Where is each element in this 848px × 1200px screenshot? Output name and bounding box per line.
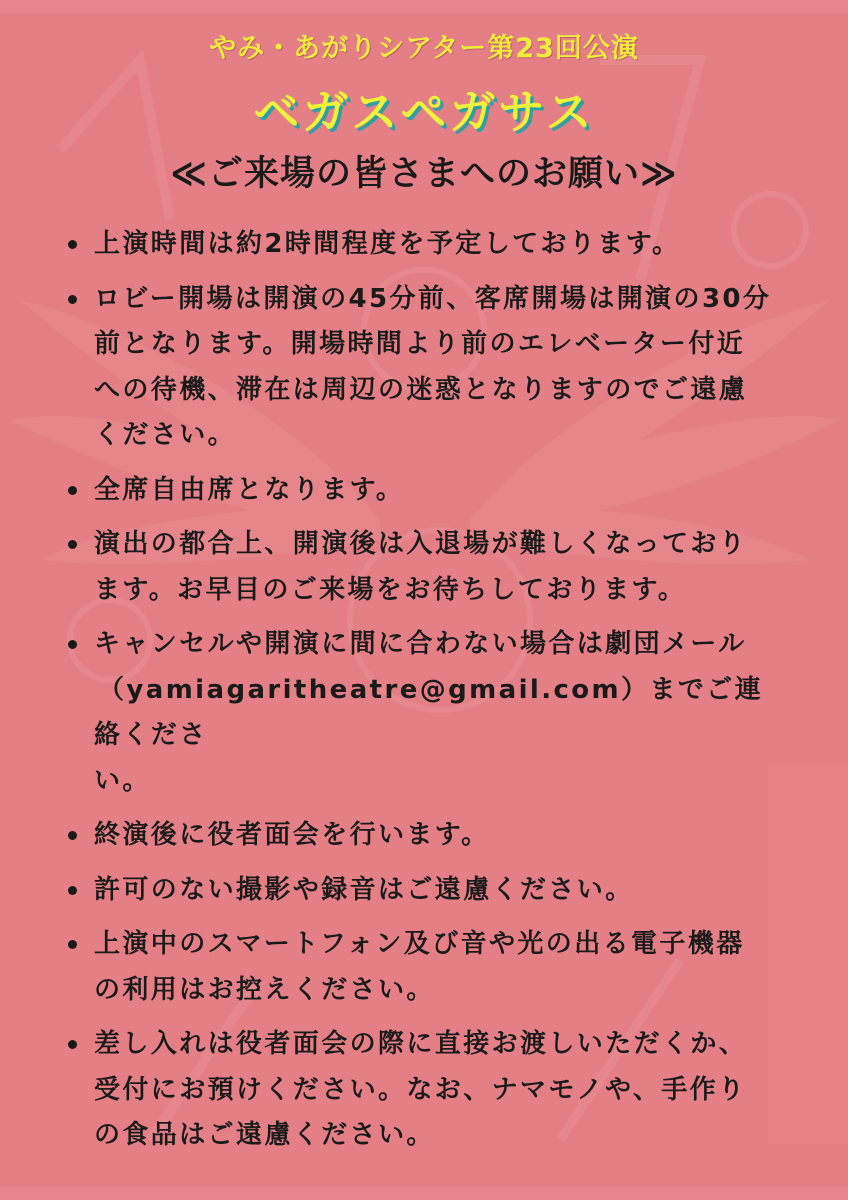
notice-line: 差し入れは役者面会の際に直接お渡しいただくか、	[94, 1029, 748, 1059]
bullet-icon	[68, 540, 77, 549]
list-item	[64, 522, 784, 613]
notice-line: 許可のない撮影や録音はご遠慮ください。	[94, 874, 634, 905]
notice-line: い。	[94, 765, 151, 796]
play-title: ベガスペガサス	[253, 85, 595, 139]
list-item	[64, 922, 784, 1013]
notice-line: 受付にお預けください。なお、ナマモノや、手作り	[94, 1074, 747, 1105]
notice-line: ください。	[94, 420, 237, 450]
list-item	[64, 1022, 784, 1159]
notice-line: ロビー開場は開演の45分前、客席開場は開演の30分	[94, 283, 772, 314]
list-item	[64, 277, 784, 459]
bullet-icon	[68, 886, 77, 895]
bullet-icon	[68, 831, 77, 840]
performance-subtitle: やみ・あがりシアター第23回公演	[209, 33, 639, 64]
notice-heading: ≪ご来場の皆さまへのお願い≫	[170, 154, 678, 194]
notice-line: 終演後に役者面会を行います。	[94, 820, 490, 850]
notice-line: 上演時間は約2時間程度を予定しております。	[94, 229, 681, 259]
list-item	[64, 468, 784, 514]
list-item	[64, 622, 784, 804]
notice-list	[64, 222, 784, 1168]
notice-line: 全席自由席となります。	[94, 474, 405, 505]
bullet-icon	[68, 295, 77, 304]
notice-line: キャンセルや開演に間に合わない場合は劇団メール	[94, 629, 747, 659]
notice-line: 演出の都合上、開演後は入退場が難しくなっており	[94, 529, 748, 559]
bullet-icon	[68, 486, 77, 495]
notice-line: への待機、滞在は周辺の迷惑となりますのでご遠慮	[94, 374, 748, 405]
bullet-icon	[68, 640, 77, 649]
notice-line-email: （yamiagaritheatre@gmail.com）までご連絡くださ	[94, 674, 764, 750]
list-item	[64, 868, 784, 914]
list-item	[64, 813, 784, 859]
notice-line: 前となります。開場時間より前のエレベーター付近	[94, 329, 746, 359]
notice-line: ます。お早目のご来場をお待ちしております。	[94, 574, 687, 605]
bullet-icon	[68, 940, 77, 949]
bullet-icon	[68, 240, 77, 249]
list-item	[64, 222, 784, 268]
notice-line: の利用はお控えください。	[94, 974, 435, 1005]
notice-line: の食品はご遠慮ください。	[94, 1120, 435, 1150]
bullet-icon	[68, 1040, 77, 1049]
notice-line: 上演中のスマートフォン及び音や光の出る電子機器	[94, 929, 745, 959]
